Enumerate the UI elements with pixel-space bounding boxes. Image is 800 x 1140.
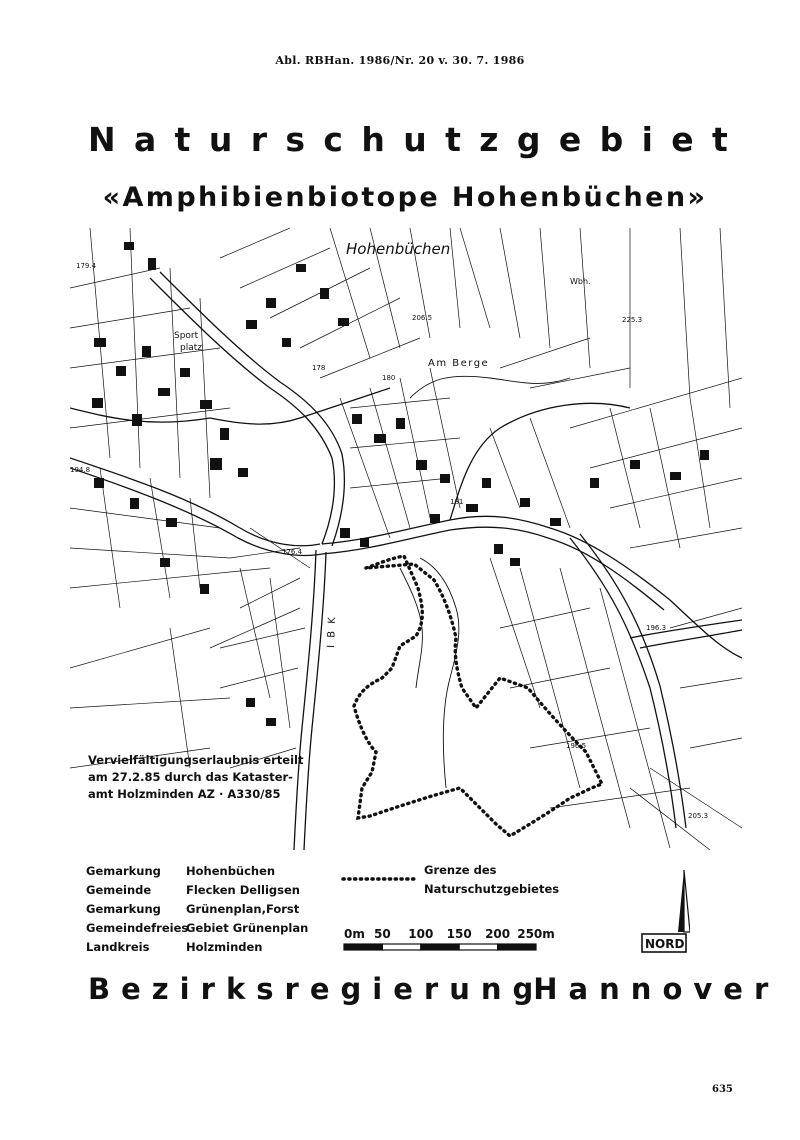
legend-value: Grünenplan,Forst — [186, 902, 300, 916]
permit-line-2: am 27.2.85 durch das Kataster- — [88, 770, 293, 784]
scale-bar — [340, 924, 580, 958]
legend-label: Gemarkung — [86, 864, 161, 878]
legend-value: Holzminden — [186, 940, 263, 954]
authority-name: B e z i r k s r e g i e r u n g — [88, 972, 534, 1006]
legend-label: Gemeindefreies — [86, 921, 189, 935]
legend-labels — [86, 862, 188, 957]
legend-label: Gemarkung — [86, 902, 161, 916]
north-label: NORD — [645, 937, 685, 951]
scale-tick-label: 150 — [446, 927, 472, 941]
elevation-196a: 196.5 — [566, 742, 587, 750]
road-ibk-label: I B K — [326, 615, 339, 649]
wbh-label: Wbh. — [570, 277, 591, 286]
watercourse — [400, 376, 570, 788]
elevation-196b: 196.3 — [646, 624, 667, 632]
buildings — [92, 242, 709, 726]
boundary-legend-swatch — [340, 872, 418, 886]
permit-line-1: Vervielfältigungserlaubnis erteilt — [88, 753, 304, 767]
reserve-boundary — [354, 556, 602, 836]
boundary-line-1: Grenze des — [424, 863, 497, 877]
sportplatz-label-1: Sport — [174, 331, 199, 341]
permit-line-3: amt Holzminden AZ · A330/85 — [88, 787, 281, 801]
page-number: 635 — [712, 1084, 733, 1095]
elevation-176: 176.4 — [282, 548, 303, 556]
north-arrow-icon — [678, 870, 684, 932]
publication-reference: Abl. RBHan. 1986/Nr. 20 v. 30. 7. 1986 — [275, 54, 525, 67]
scale-tick-label: 50 — [374, 927, 391, 941]
legend-label: Landkreis — [86, 940, 150, 954]
scale-tick-label: 200 — [485, 927, 511, 941]
page-title: N a t u r s c h u t z g e b i e t — [88, 120, 728, 159]
elevation-179: 179.4 — [76, 262, 97, 270]
legend-label: Gemeinde — [86, 883, 152, 897]
legend-value: Flecken Delligsen — [186, 883, 300, 897]
authority-city: H a n n o v e r — [533, 972, 769, 1006]
scale-segment — [344, 944, 382, 950]
scale-segment — [459, 944, 497, 950]
sportplatz-label-2: platz — [180, 343, 202, 353]
am-berge-label: Am Berge — [428, 358, 490, 369]
legend-value: Hohenbüchen — [186, 864, 276, 878]
scale-tick-label: 250m — [517, 927, 555, 941]
legend-value: Gebiet Grünenplan — [186, 921, 309, 935]
scale-segment — [382, 944, 420, 950]
elevation-206: 206.5 — [412, 314, 433, 322]
scale-tick-label: 100 — [408, 927, 434, 941]
reserve-name: «Amphibienbiotope Hohenbüchen» — [102, 182, 708, 213]
boundary-legend-label — [424, 861, 559, 899]
elevation-181: 181 — [450, 498, 464, 506]
elevation-225: 225.3 — [622, 316, 643, 324]
scale-segment — [498, 944, 536, 950]
elevation-194: 194.8 — [70, 466, 91, 474]
north-arrow — [640, 866, 690, 956]
scale-segment — [421, 944, 459, 950]
legend-values — [186, 862, 308, 957]
scale-tick-label: 0m — [344, 927, 365, 941]
village-label: Hohenbüchen — [346, 240, 451, 258]
elevation-205: 205.3 — [688, 812, 709, 820]
reproduction-permit — [88, 752, 303, 803]
boundary-line-2: Naturschutzgebietes — [424, 882, 560, 896]
authority-footer — [88, 972, 769, 1006]
elevation-178: 178 — [312, 364, 326, 372]
elevation-180: 180 — [382, 374, 396, 382]
